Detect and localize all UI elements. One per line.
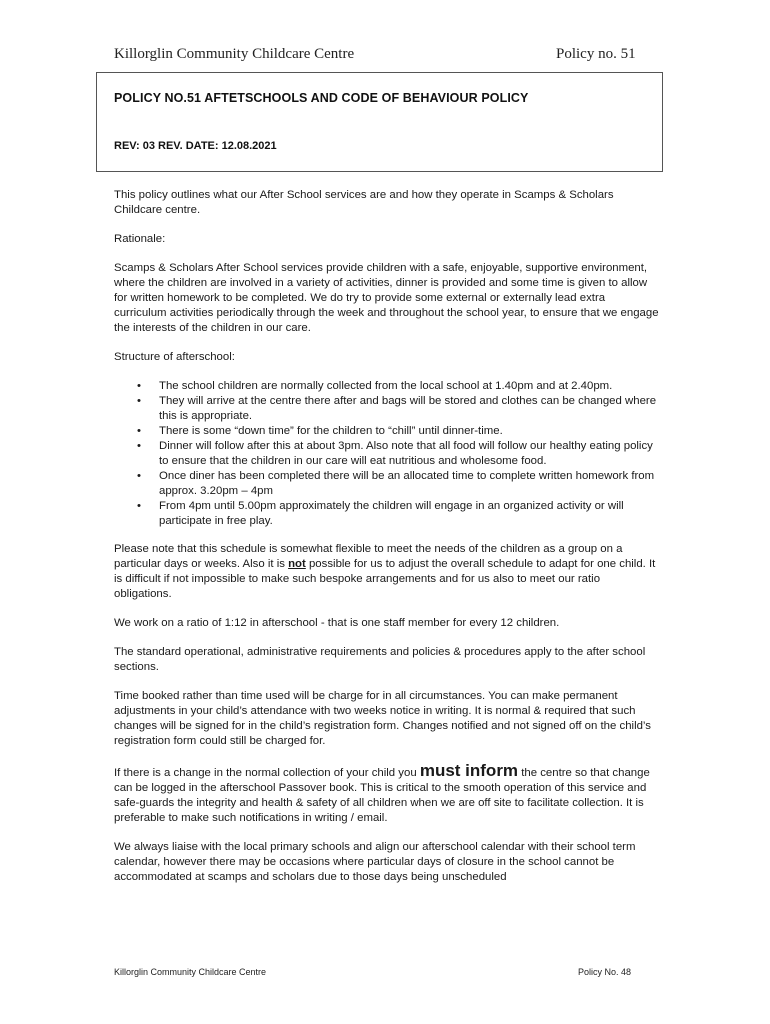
collection-paragraph xyxy=(114,763,660,826)
title-box xyxy=(96,72,663,172)
list-item: • From 4pm until 5.00pm approximately the children will engage in an organized activity or will participate in free play. xyxy=(159,499,660,529)
booking-paragraph: Time booked rather than time used will be charge for in all circumstances. You can make permanent adjustments in your child’s attendance with two weeks notice in writing. It is normal & required that such changes will be signed for in the child’s registration form. Changes notified and not signed off on the child’s registration form could still be charged for. xyxy=(114,690,651,747)
intro-paragraph: This policy outlines what our After School services are and how they operate in Scamps & Scholars Childcare centre. xyxy=(114,189,614,216)
footer-organization: Killorglin Community Childcare Centre xyxy=(114,967,267,977)
schedule-note-text-a: Please note that this schedule is somewhat flexible to meet the needs of the children as a group on a particular days or weeks. Also it is xyxy=(114,543,623,570)
list-item: • Dinner will follow after this at about 3pm. Also note that all food will follow our healthy eating policy to ensure that the children in our care will eat nutritious and wholesome food. xyxy=(159,439,660,469)
revision-info: REV: 03 REV. DATE: 12.08.2021 xyxy=(114,140,277,152)
policy-body xyxy=(114,188,660,899)
schedule-note-text-b: possible for us to adjust the overall schedule to adapt for one child. It is difficult if not impossible to make such bespoke arrangements and for us also to meet our ratio obligations. xyxy=(114,558,656,600)
rationale-paragraph: Scamps & Scholars After School services provide children with a safe, enjoyable, supportive environment, where the children are involved in a variety of activities, dinner is provided and some time is given to allow for written homework to be completed. We do try to provide some external or externally lead extra curriculum activities periodically through the week and throughout the school year, to ensure that we engage the interests of the children in our care. xyxy=(114,262,659,334)
collection-text-b: the centre so that change can be logged in the afterschool Passover book. This is critical to the smooth operation of this service and safe-guards the integrity and health & safety of all children when we are off site to facilitate collection. It is preferable to make such notifications in writing / email. xyxy=(114,767,650,824)
structure-heading: Structure of afterschool: xyxy=(114,351,235,363)
header-organization: Killorglin Community Childcare Centre xyxy=(114,46,355,62)
collection-text-a: If there is a change in the normal collection of your child you xyxy=(114,767,420,779)
collection-emphasis: must inform xyxy=(419,761,519,780)
schedule-note-paragraph xyxy=(114,542,660,602)
footer-policy-number: Policy No. 48 xyxy=(578,967,632,977)
list-item: • Once diner has been completed there will be an allocated time to complete written homework from approx. 3.20pm – 4pm xyxy=(159,469,660,499)
standard-paragraph: The standard operational, administrative requirements and policies & procedures apply to the after school sections. xyxy=(114,646,646,673)
liaise-paragraph: We always liaise with the local primary schools and align our afterschool calendar with their school term calendar, however there may be occasions where particular days of closure in the school cannot be accommodated at scamps and scholars due to those days being unscheduled xyxy=(114,841,636,883)
list-item: • The school children are normally collected from the local school at 1.40pm and at 2.40pm. xyxy=(159,379,660,394)
policy-title: POLICY NO.51 AFTETSCHOOLS AND CODE OF BEHAVIOUR POLICY xyxy=(114,91,529,105)
rationale-heading: Rationale: xyxy=(114,233,166,245)
schedule-note-emphasis: not xyxy=(288,558,306,570)
list-item: • They will arrive at the centre there after and bags will be stored and clothes can be changed where this is appropriate. xyxy=(159,394,660,424)
ratio-paragraph: We work on a ratio of 1:12 in afterschool - that is one staff member for every 12 children. xyxy=(114,617,560,629)
structure-list xyxy=(114,379,660,529)
list-item: • There is some “down time” for the children to “chill” until dinner-time. xyxy=(159,424,660,439)
header-policy-number: Policy no. 51 xyxy=(556,46,636,62)
